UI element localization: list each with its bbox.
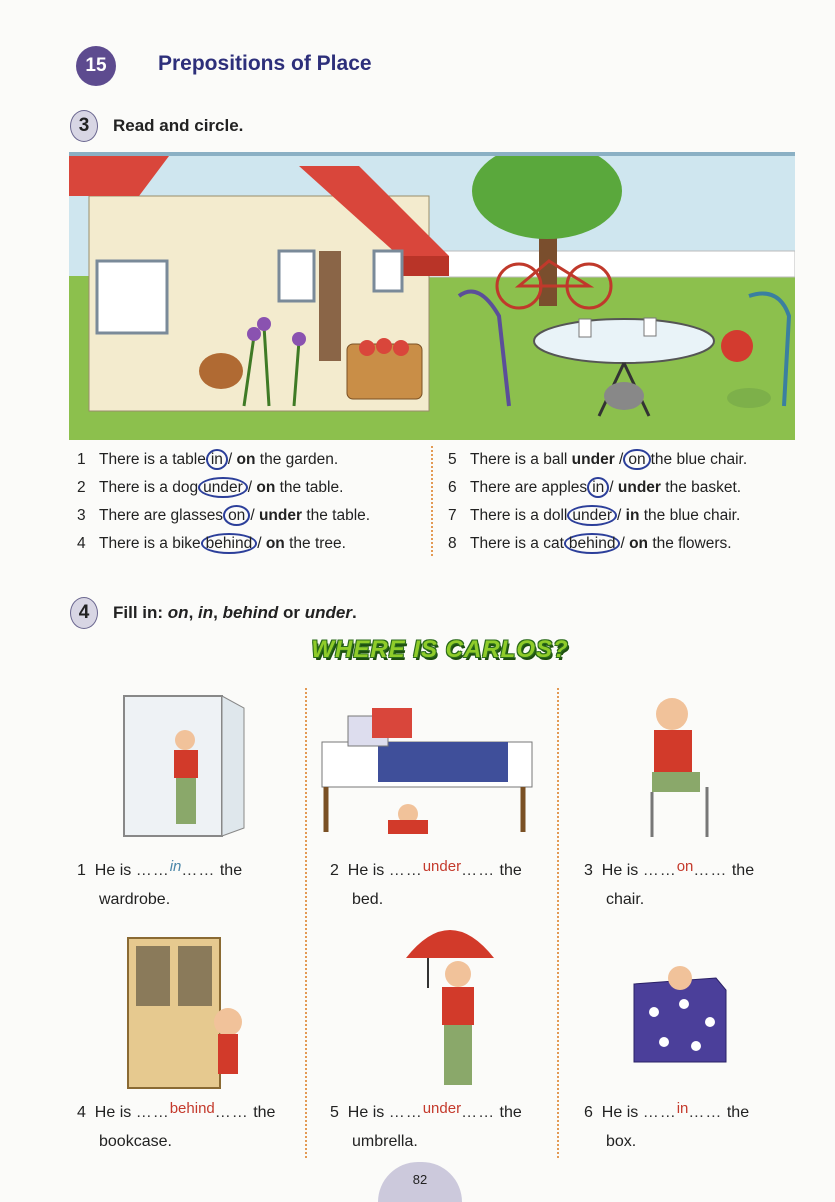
item-text: He is [94,1104,132,1121]
exercise-3-item-7: 7 There is a doll under / in the blue chair. [448,502,798,530]
chair-illustration [632,692,722,840]
item-text: wardrobe. [99,891,171,908]
cat-drawing [199,353,243,389]
option[interactable]: on [629,535,649,552]
blank-dots: …… [461,862,496,879]
item-text: the [731,862,755,879]
item-number: 4 [77,1104,86,1121]
exercise-3-item-1: 1 There is a table in / on the garden. [77,446,427,474]
exercise-3-right-column [448,446,798,558]
exercise-3-item-3: 3 There are glasses on / under the table. [77,502,427,530]
item-text: There is a table [99,451,206,468]
item-number: 1 [77,451,86,468]
blank-dots: …… [135,862,170,879]
item-text: There is a dog [99,479,199,496]
item-number: 4 [77,535,86,552]
answer-blank[interactable]: under [422,858,462,875]
circled-option[interactable]: behind [201,533,258,554]
blank-dots: …… [214,1104,249,1121]
item-number: 3 [77,507,86,524]
item-text: the tree. [289,535,346,552]
item-text: the [499,1104,522,1121]
item-text: He is [601,1104,639,1121]
bookcase-illustration [124,934,244,1092]
umbrella-illustration [402,908,498,1096]
doll-drawing [727,388,771,408]
answer-blank[interactable]: in [169,858,182,875]
circled-option[interactable]: in [587,477,609,498]
title-prefix: Fill in: [113,603,168,622]
basket-drawing [347,338,422,399]
item-text: He is [94,862,132,879]
item-text: the [253,1104,276,1121]
column-divider-2 [557,688,559,1158]
exercise-3-item-8: 8 There is a cat behind / on the flowers. [448,530,798,558]
option[interactable]: on [236,451,256,468]
exercise-4-item-2 [330,856,530,914]
garden-scene-svg [69,156,795,440]
blank-dots: …… [688,1104,723,1121]
option[interactable]: on [265,535,285,552]
exercise-4-number: 4 [70,597,98,629]
exercise-3-number: 3 [70,110,98,142]
wardrobe-illustration [120,692,248,840]
item-text: box. [606,1133,637,1150]
title-end: . [351,603,357,622]
blank-dots: …… [642,1104,677,1121]
item-text: the [499,862,522,879]
item-text: There are glasses [99,507,224,524]
item-number: 7 [448,507,457,524]
where-is-carlos-heading: WHERE IS CARLOS? [311,636,569,663]
exercise-4-title: Fill in: on, in, behind or under. [113,603,357,622]
item-text: There is a bike [99,535,201,552]
item-number: 8 [448,535,457,552]
exercise-4-item-6 [584,1098,784,1156]
exercise-4-item-4 [77,1098,277,1156]
item-text: the [219,862,243,879]
blank-dots: …… [461,1104,496,1121]
option[interactable]: under [617,479,661,496]
item-text: the blue chair. [650,451,748,468]
answer-blank[interactable]: on [676,858,694,875]
exercise-4-item-1 [77,856,277,914]
item-text: the blue chair. [643,507,741,524]
title-word-under: under [304,603,352,622]
item-text: the table. [306,507,371,524]
item-number: 6 [448,479,457,496]
item-text: He is [347,1104,385,1121]
title-word-in: in [198,603,214,622]
item-number: 1 [77,862,86,879]
unit-number-badge: 15 [76,46,116,86]
blank-dots: …… [388,1104,423,1121]
ball-drawing [721,330,753,362]
title-word-on: on [167,603,189,622]
exercise-3-left-column [77,446,427,558]
item-text: He is [347,862,385,879]
item-number: 5 [448,451,457,468]
title-or: or [278,603,305,622]
item-text: bed. [352,891,384,908]
box-illustration [630,962,730,1066]
item-text: the flowers. [652,535,732,552]
circled-option[interactable]: on [223,505,250,526]
answer-blank[interactable]: behind [169,1100,215,1117]
column-divider [431,446,433,556]
item-text: the table. [279,479,344,496]
circled-option[interactable]: in [206,449,228,470]
garden-scene-illustration [69,152,795,440]
title-word-behind: behind [222,603,279,622]
blank-dots: …… [181,862,216,879]
item-text: the [726,1104,750,1121]
circled-option[interactable]: on [623,449,650,470]
exercise-3-title: Read and circle. [113,116,244,135]
exercise-3-item-4: 4 There is a bike behind / on the tree. [77,530,427,558]
dog-drawing [604,382,644,410]
exercise-3-item-5: 5 There is a ball under / on the blue chair. [448,446,798,474]
option[interactable]: on [256,479,276,496]
option[interactable]: under [258,507,302,524]
page-number: 82 [412,1172,428,1187]
exercise-3-item-6: 6 There are apples in / under the basket. [448,474,798,502]
item-text: There is a doll [470,507,568,524]
unit-title: Prepositions of Place [158,52,372,75]
item-text: the garden. [259,451,339,468]
item-number: 2 [77,479,86,496]
answer-blank[interactable]: under [422,1100,462,1117]
item-text: There are apples [470,479,588,496]
item-text: bookcase. [99,1133,172,1150]
column-divider-1 [305,688,307,1158]
blank-dots: …… [693,862,728,879]
blank-dots: …… [388,862,423,879]
answer-blank[interactable]: in [676,1100,689,1117]
blank-dots: …… [642,862,677,879]
item-number: 5 [330,1104,339,1121]
circled-option[interactable]: behind [564,533,621,554]
item-text: umbrella. [352,1133,418,1150]
item-text: the basket. [665,479,742,496]
circled-option[interactable]: under [198,477,248,498]
option[interactable]: in [625,507,640,524]
exercise-4-item-3 [584,856,784,914]
item-text: He is [601,862,639,879]
exercise-4-item-5 [330,1098,530,1156]
item-text: chair. [606,891,645,908]
item-text: There is a cat [470,535,564,552]
exercise-3-item-2: 2 There is a dog under / on the table. [77,474,427,502]
blank-dots: …… [135,1104,170,1121]
item-text: There is a ball [470,451,568,468]
item-number: 6 [584,1104,593,1121]
bed-illustration [318,702,548,840]
option[interactable]: under [571,451,615,468]
item-number: 2 [330,862,339,879]
circled-option[interactable]: under [567,505,617,526]
item-number: 3 [584,862,593,879]
